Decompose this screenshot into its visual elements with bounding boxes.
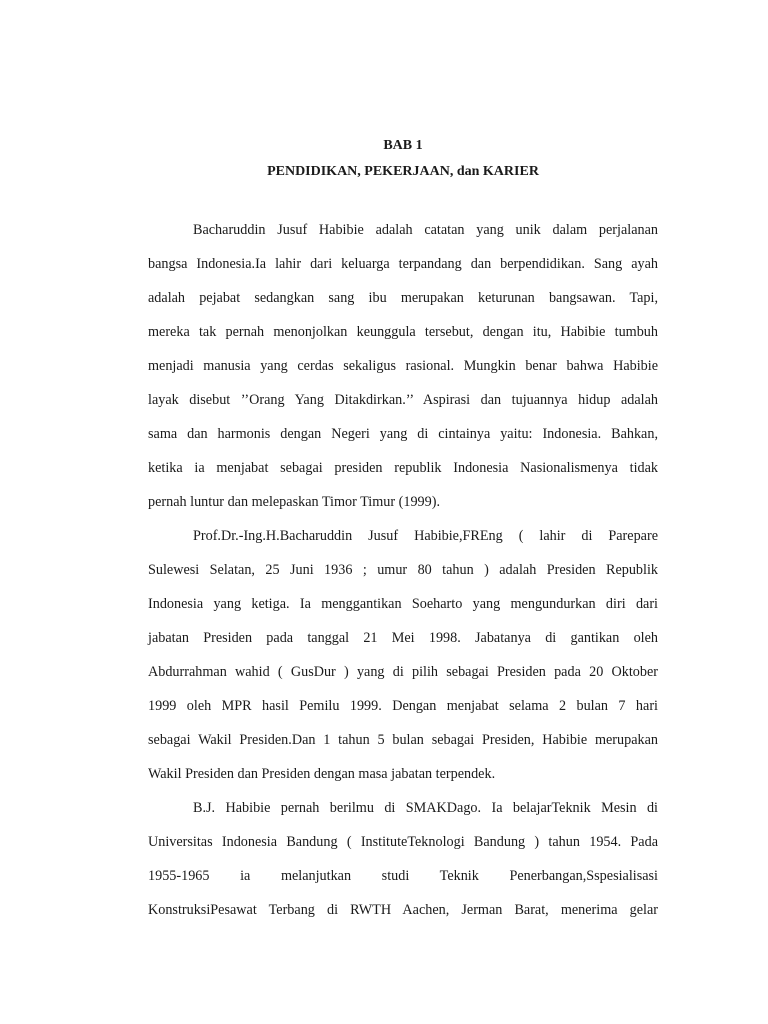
paragraph-2-line: jabatan Presiden pada tanggal 21 Mei 1998. Jabatanya di gantikan oleh bbox=[148, 630, 658, 646]
paragraph-1-line: Bacharuddin Jusuf Habibie adalah catatan yang unik dalam perjalanan bbox=[193, 222, 658, 238]
chapter-title: PENDIDIKAN, PEKERJAAN, dan KARIER bbox=[267, 164, 539, 179]
paragraph-2-line: 1999 oleh MPR hasil Pemilu 1999. Dengan menjabat selama 2 bulan 7 hari bbox=[148, 698, 658, 714]
paragraph-1-line: adalah pejabat sedangkan sang ibu merupakan keturunan bangsawan. Tapi, bbox=[148, 290, 658, 306]
paragraph-1-line: bangsa Indonesia.Ia lahir dari keluarga terpandang dan berpendidikan. Sang ayah bbox=[148, 256, 658, 272]
paragraph-2-line: Sulewesi Selatan, 25 Juni 1936 ; umur 80 tahun ) adalah Presiden Republik bbox=[148, 562, 658, 578]
paragraph-1-line: layak disebut ’’Orang Yang Ditakdirkan.’’ Aspirasi dan tujuannya hidup adalah bbox=[148, 392, 658, 408]
paragraph-3-line: KonstruksiPesawat Terbang di RWTH Aachen, Jerman Barat, menerima gelar bbox=[148, 902, 658, 918]
paragraph-2-line: Wakil Presiden dan Presiden dengan masa jabatan terpendek. bbox=[148, 766, 496, 782]
paragraph-3-line: 1955-1965 ia melanjutkan studi Teknik Penerbangan,Sspesialisasi bbox=[148, 868, 658, 884]
paragraph-1-line: sama dan harmonis dengan Negeri yang di cintainya yaitu: Indonesia. Bahkan, bbox=[148, 426, 658, 442]
paragraph-3-line: Universitas Indonesia Bandung ( InstituteTeknologi Bandung ) tahun 1954. Pada bbox=[148, 834, 658, 850]
paragraph-1-line: pernah luntur dan melepaskan Timor Timur (1999). bbox=[148, 494, 441, 510]
paragraph-2-line: sebagai Wakil Presiden.Dan 1 tahun 5 bulan sebagai Presiden, Habibie merupakan bbox=[148, 732, 658, 748]
body-text bbox=[148, 219, 658, 933]
paragraph-1-line: mereka tak pernah menonjolkan keunggula tersebut, dengan itu, Habibie tumbuh bbox=[148, 324, 658, 340]
paragraph-1-line: menjadi manusia yang cerdas sekaligus rasional. Mungkin benar bahwa Habibie bbox=[148, 358, 658, 374]
paragraph-1-line: ketika ia menjabat sebagai presiden republik Indonesia Nasionalismenya tidak bbox=[148, 460, 658, 476]
paragraph-2-line: Prof.Dr.-Ing.H.Bacharuddin Jusuf Habibie,FREng ( lahir di Parepare bbox=[193, 528, 658, 544]
paragraph-3-line: B.J. Habibie pernah berilmu di SMAKDago. Ia belajarTeknik Mesin di bbox=[193, 800, 658, 816]
paragraph-2-line: Indonesia yang ketiga. Ia menggantikan Soeharto yang mengundurkan diri dari bbox=[148, 596, 658, 612]
chapter-number: BAB 1 bbox=[383, 138, 423, 153]
paragraph-2-line: Abdurrahman wahid ( GusDur ) yang di pilih sebagai Presiden pada 20 Oktober bbox=[148, 664, 658, 680]
